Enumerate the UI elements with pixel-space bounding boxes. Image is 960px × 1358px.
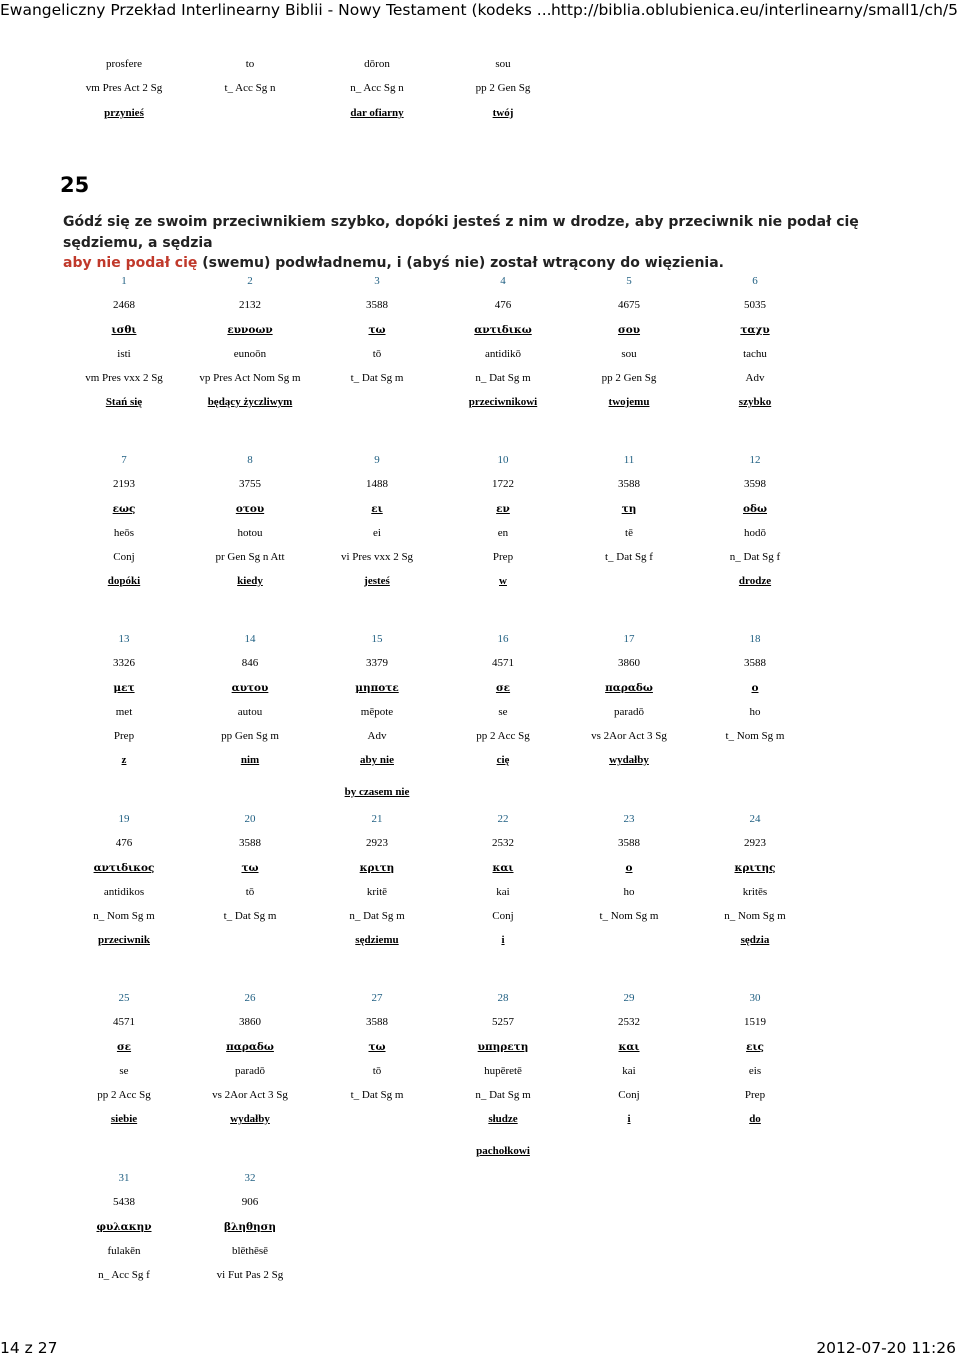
word-nums: 22 <box>497 813 509 825</box>
word-strong: 3588 <box>618 478 640 490</box>
word-morph: pp 2 Acc Sg <box>476 730 530 742</box>
word-polish[interactable]: szybko <box>738 396 772 408</box>
block-polish-row <box>0 932 960 948</box>
block-nums-row <box>0 811 960 827</box>
word-morph: t_ Dat Sg m <box>350 1089 404 1101</box>
block-nums-row <box>0 1170 960 1186</box>
word-strong: 3326 <box>113 657 135 669</box>
word-polish[interactable]: przeciwnikowi <box>468 396 538 408</box>
word-polish[interactable]: z <box>121 754 127 766</box>
block-strong-row <box>0 476 960 492</box>
word-strong: 1722 <box>492 478 514 490</box>
block-greek-row <box>0 1039 960 1055</box>
word-morph: vs 2Aor Act 3 Sg <box>212 1089 288 1101</box>
word-greek[interactable]: κριτης <box>734 862 776 874</box>
word-nums: 5 <box>626 275 632 287</box>
word-translit: se <box>498 706 508 718</box>
block-morph-row <box>0 1087 960 1103</box>
word-morph: t_ Nom Sg m <box>599 910 659 922</box>
alt-translation-link[interactable]: pachołkowi <box>476 1145 530 1157</box>
block-translit-row <box>0 1063 960 1079</box>
word-translit: kritēs <box>742 886 768 898</box>
word-strong: 1488 <box>366 478 388 490</box>
word-greek[interactable]: ει <box>371 503 383 515</box>
word-translit: antidikō <box>484 348 522 360</box>
word-morph: n_ Nom Sg m <box>724 910 786 922</box>
word-greek[interactable]: αντιδικω <box>474 324 532 336</box>
word-morph: n_ Nom Sg m <box>93 910 155 922</box>
word-translit: tō <box>372 348 382 360</box>
word-greek[interactable]: αυτου <box>231 682 269 694</box>
word-polish[interactable]: nim <box>240 754 260 766</box>
word-morph: vm Pres vxx 2 Sg <box>85 372 163 384</box>
word-greek[interactable]: μετ <box>113 682 135 694</box>
block-nums-row <box>0 631 960 647</box>
word-nums: 23 <box>623 813 635 825</box>
word-strong: 2468 <box>113 299 135 311</box>
word-translit: autou <box>237 706 263 718</box>
word-morph: pp 2 Gen Sg <box>601 372 657 384</box>
block-extra-row <box>0 1143 960 1159</box>
word-strong: 2923 <box>744 837 766 849</box>
prev-greek: prosfere <box>105 58 143 70</box>
word-greek[interactable]: φυλακην <box>96 1221 152 1233</box>
word-translit: kritē <box>366 886 388 898</box>
word-nums: 24 <box>749 813 761 825</box>
header-title: Ewangeliczny Przekład Interlinearny Biblii - Nowy Testament (kodeks ... <box>0 1 552 19</box>
word-morph: vi Fut Pas 2 Sg <box>216 1269 284 1281</box>
word-morph: n_ Dat Sg m <box>349 910 405 922</box>
word-polish[interactable]: kiedy <box>237 575 263 587</box>
prev-greek: sou <box>495 58 511 70</box>
word-greek[interactable]: και <box>492 862 514 874</box>
word-translit: hodō <box>744 527 766 539</box>
word-polish[interactable]: wydałby <box>230 1113 270 1125</box>
prev-morph: vm Pres Act 2 Sg <box>85 82 163 94</box>
word-translit: en <box>497 527 509 539</box>
word-nums: 2 <box>247 275 253 287</box>
word-greek[interactable]: μηποτε <box>355 682 399 694</box>
word-polish[interactable]: przeciwnik <box>98 934 150 946</box>
word-nums: 19 <box>118 813 130 825</box>
word-translit: blēthēsē <box>231 1245 269 1257</box>
block-translit-row <box>0 884 960 900</box>
block-greek-row <box>0 322 960 338</box>
word-translit: heōs <box>113 527 135 539</box>
word-nums: 4 <box>500 275 506 287</box>
block-greek-row <box>0 1219 960 1235</box>
prev-polish-link[interactable]: twój <box>492 107 514 119</box>
word-nums: 25 <box>118 992 130 1004</box>
page-footer <box>0 1338 960 1358</box>
word-translit: tō <box>245 886 255 898</box>
word-nums: 28 <box>497 992 509 1004</box>
block-translit-row <box>0 704 960 720</box>
word-translit: kai <box>622 1065 636 1077</box>
word-nums: 20 <box>244 813 256 825</box>
block-morph-row <box>0 908 960 924</box>
word-polish[interactable]: słudze <box>488 1113 518 1125</box>
word-nums: 17 <box>623 633 635 645</box>
word-strong: 3588 <box>366 299 388 311</box>
word-nums: 13 <box>118 633 130 645</box>
word-morph: n_ Acc Sg f <box>98 1269 150 1281</box>
word-nums: 9 <box>374 454 380 466</box>
word-strong: 2923 <box>366 837 388 849</box>
prev-morph: pp 2 Gen Sg <box>475 82 531 94</box>
prev-polish-row <box>0 105 960 121</box>
word-morph: Adv <box>745 372 765 384</box>
word-greek[interactable]: βληθηση <box>224 1221 276 1233</box>
block-morph-row <box>0 1267 960 1283</box>
word-nums: 11 <box>623 454 635 466</box>
word-nums: 1 <box>121 275 127 287</box>
word-greek[interactable]: τη <box>621 503 637 515</box>
word-greek[interactable]: εν <box>496 503 510 515</box>
word-nums: 14 <box>244 633 256 645</box>
block-greek-row <box>0 860 960 876</box>
word-strong: 1519 <box>744 1016 766 1028</box>
word-polish[interactable]: siebie <box>110 1113 138 1125</box>
word-strong: 3588 <box>366 1016 388 1028</box>
prev-greek-row <box>0 56 960 72</box>
word-greek[interactable]: αντιδικος <box>93 862 155 874</box>
header-url[interactable]: http://biblia.oblubienica.eu/interlinearny/small1/ch/5 <box>550 1 958 19</box>
word-nums: 12 <box>749 454 761 466</box>
word-greek[interactable]: εως <box>112 503 136 515</box>
word-translit: tachu <box>743 348 767 360</box>
prev-morph-row <box>0 80 960 96</box>
word-greek[interactable]: σε <box>495 682 511 694</box>
block-nums-row <box>0 273 960 289</box>
word-strong: 4571 <box>113 1016 135 1028</box>
word-strong: 5257 <box>492 1016 514 1028</box>
block-greek-row <box>0 501 960 517</box>
block-nums-row <box>0 990 960 1006</box>
word-strong: 5438 <box>113 1196 135 1208</box>
word-translit: mēpote <box>360 706 394 718</box>
verse-text-tail: (swemu) podwładnemu, i (abyś nie) został wtrącony do więzienia. <box>197 255 724 271</box>
block-morph-row <box>0 549 960 565</box>
word-greek[interactable]: οτου <box>235 503 265 515</box>
word-translit: antidikos <box>103 886 145 898</box>
word-greek[interactable]: τω <box>368 324 386 336</box>
word-nums: 29 <box>623 992 635 1004</box>
prev-polish-link[interactable]: dar ofiarny <box>350 107 404 119</box>
word-morph: Prep <box>492 551 514 563</box>
word-strong: 846 <box>241 657 259 669</box>
word-morph: vp Pres Act Nom Sg m <box>199 372 301 384</box>
word-morph: Conj <box>492 910 514 922</box>
word-translit: hupēretē <box>484 1065 522 1077</box>
word-polish[interactable]: cię <box>496 754 510 766</box>
word-nums: 8 <box>247 454 253 466</box>
word-translit: tō <box>372 1065 382 1077</box>
word-nums: 6 <box>752 275 758 287</box>
word-nums: 7 <box>121 454 127 466</box>
word-greek[interactable]: σε <box>116 1041 132 1053</box>
word-morph: Conj <box>113 551 135 563</box>
block-greek-row <box>0 680 960 696</box>
word-strong: 2132 <box>239 299 261 311</box>
word-polish[interactable]: jesteś <box>364 575 390 587</box>
word-strong: 4571 <box>492 657 514 669</box>
word-greek[interactable]: ευνοων <box>227 324 273 336</box>
word-translit: isti <box>117 348 131 360</box>
block-extra-row <box>0 784 960 800</box>
word-polish[interactable]: wydałby <box>609 754 649 766</box>
word-greek[interactable]: υπηρετη <box>477 1041 529 1053</box>
block-translit-row <box>0 1243 960 1259</box>
word-nums: 21 <box>371 813 383 825</box>
page-header <box>0 0 960 22</box>
word-nums: 27 <box>371 992 383 1004</box>
word-translit: met <box>115 706 133 718</box>
word-nums: 15 <box>371 633 383 645</box>
word-translit: se <box>119 1065 129 1077</box>
word-translit: tē <box>625 527 633 539</box>
word-greek[interactable]: παραδω <box>226 1041 274 1053</box>
block-polish-row <box>0 573 960 589</box>
word-nums: 32 <box>244 1172 256 1184</box>
verse-text-main: Gódź się ze swoim przeciwnikiem szybko, dopóki jesteś z nim w drodze, aby przeciwnik nie podał cię sędziemu, a sędzia <box>63 214 859 251</box>
word-polish[interactable]: i <box>501 934 505 946</box>
word-greek[interactable]: οδω <box>742 503 767 515</box>
word-strong: 476 <box>494 299 512 311</box>
word-strong: 2532 <box>492 837 514 849</box>
word-translit: paradō <box>235 1065 265 1077</box>
word-greek[interactable]: σου <box>617 324 641 336</box>
word-greek[interactable]: παραδω <box>605 682 653 694</box>
word-morph: Conj <box>618 1089 640 1101</box>
word-strong: 3755 <box>239 478 261 490</box>
word-strong: 2532 <box>618 1016 640 1028</box>
word-strong: 3598 <box>744 478 766 490</box>
word-morph: Prep <box>744 1089 766 1101</box>
word-morph: Adv <box>367 730 387 742</box>
word-translit: hotou <box>237 527 263 539</box>
word-strong: 3588 <box>744 657 766 669</box>
word-polish[interactable]: do <box>749 1113 761 1125</box>
word-polish[interactable]: drodze <box>738 575 772 587</box>
word-polish[interactable]: dopóki <box>107 575 141 587</box>
block-strong-row <box>0 1194 960 1210</box>
word-nums: 30 <box>749 992 761 1004</box>
word-greek[interactable]: ο <box>625 862 633 874</box>
word-translit: ho <box>623 886 635 898</box>
word-strong: 3379 <box>366 657 388 669</box>
word-strong: 3588 <box>618 837 640 849</box>
block-strong-row <box>0 297 960 313</box>
word-greek[interactable]: ισθι <box>111 324 137 336</box>
word-morph: n_ Dat Sg m <box>475 1089 531 1101</box>
word-morph: vs 2Aor Act 3 Sg <box>591 730 667 742</box>
verse-text <box>63 212 933 274</box>
word-strong: 3860 <box>618 657 640 669</box>
word-morph: t_ Dat Sg m <box>223 910 277 922</box>
word-nums: 31 <box>118 1172 130 1184</box>
word-strong: 906 <box>241 1196 259 1208</box>
block-translit-row <box>0 346 960 362</box>
word-strong: 3860 <box>239 1016 261 1028</box>
word-translit: sou <box>621 348 637 360</box>
word-polish[interactable]: sędziemu <box>355 934 399 946</box>
word-nums: 16 <box>497 633 509 645</box>
word-polish[interactable]: aby nie <box>360 754 394 766</box>
word-translit: eis <box>748 1065 762 1077</box>
block-morph-row <box>0 370 960 386</box>
word-polish[interactable]: sędzia <box>740 934 770 946</box>
word-translit: ho <box>749 706 761 718</box>
word-strong: 2193 <box>113 478 135 490</box>
word-morph: t_ Dat Sg m <box>350 372 404 384</box>
word-morph: t_ Nom Sg m <box>725 730 785 742</box>
verse-text-red: aby nie podał cię <box>63 255 198 271</box>
block-strong-row <box>0 835 960 851</box>
word-translit: fulakēn <box>107 1245 141 1257</box>
word-greek[interactable]: τω <box>368 1041 386 1053</box>
block-strong-row <box>0 655 960 671</box>
word-greek[interactable]: ο <box>751 682 759 694</box>
prev-polish-link[interactable]: przynieś <box>104 107 144 119</box>
word-polish[interactable]: będący życzliwym <box>207 396 293 408</box>
word-morph: Prep <box>113 730 135 742</box>
word-translit: eunoōn <box>233 348 267 360</box>
word-strong: 3588 <box>239 837 261 849</box>
prev-greek: dōron <box>364 58 390 70</box>
print-datetime: 2012-07-20 11:26 <box>816 1339 956 1357</box>
block-polish-row <box>0 752 960 768</box>
word-polish[interactable]: Stań się <box>105 396 143 408</box>
block-polish-row <box>0 394 960 410</box>
block-polish-row <box>0 1111 960 1127</box>
word-polish[interactable]: w <box>499 575 507 587</box>
prev-morph: n_ Acc Sg n <box>350 82 404 94</box>
word-morph: pp Gen Sg m <box>221 730 279 742</box>
block-nums-row <box>0 452 960 468</box>
word-morph: n_ Dat Sg m <box>475 372 531 384</box>
word-nums: 3 <box>374 275 380 287</box>
block-translit-row <box>0 525 960 541</box>
word-greek[interactable]: ταχυ <box>740 324 770 336</box>
page-counter: 14 z 27 <box>0 1339 58 1357</box>
word-strong: 5035 <box>744 299 766 311</box>
word-greek[interactable]: κριτη <box>359 862 395 874</box>
alt-translation-link[interactable]: by czasem nie <box>344 786 410 798</box>
word-morph: n_ Dat Sg f <box>729 551 781 563</box>
word-translit: paradō <box>614 706 644 718</box>
word-nums: 10 <box>497 454 509 466</box>
verse-number: 25 <box>60 173 90 197</box>
block-morph-row <box>0 728 960 744</box>
word-polish[interactable]: i <box>627 1113 631 1125</box>
word-strong: 476 <box>115 837 133 849</box>
word-greek[interactable]: και <box>618 1041 640 1053</box>
word-translit: ei <box>373 527 381 539</box>
word-nums: 26 <box>244 992 256 1004</box>
word-morph: pr Gen Sg n Att <box>215 551 285 563</box>
word-polish[interactable]: twojemu <box>608 396 650 408</box>
word-strong: 4675 <box>618 299 640 311</box>
word-morph: t_ Dat Sg f <box>605 551 653 563</box>
word-translit: kai <box>496 886 510 898</box>
word-greek[interactable]: τω <box>241 862 259 874</box>
block-strong-row <box>0 1014 960 1030</box>
word-nums: 18 <box>749 633 761 645</box>
prev-greek: to <box>245 58 255 70</box>
word-morph: pp 2 Acc Sg <box>97 1089 151 1101</box>
prev-morph: t_ Acc Sg n <box>224 82 276 94</box>
word-morph: vi Pres vxx 2 Sg <box>340 551 414 563</box>
word-greek[interactable]: εις <box>746 1041 764 1053</box>
